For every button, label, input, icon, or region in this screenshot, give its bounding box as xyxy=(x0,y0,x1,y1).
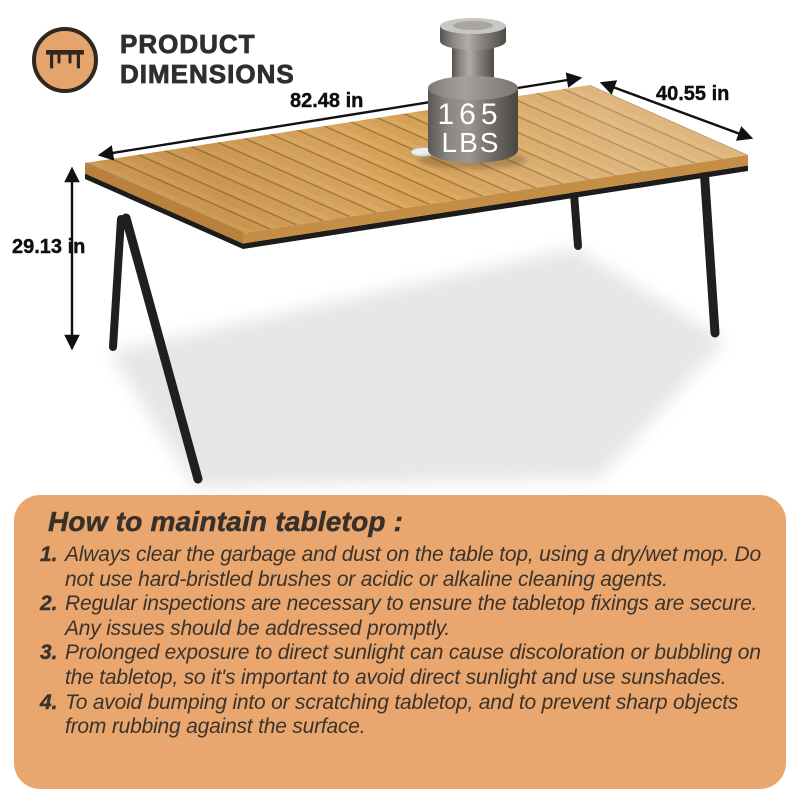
floor-shadow xyxy=(110,248,725,487)
page-title-line2: DIMENSIONS xyxy=(120,59,295,89)
list-item xyxy=(40,543,770,592)
list-item-number: 1. xyxy=(40,543,58,566)
weight-value: 165 xyxy=(437,98,503,131)
list-item-number: 4. xyxy=(40,690,58,714)
list-item-text: Always clear the garbage and dust on the table top, using a dry/wet mop. Do not use hard-bristled brushes or acidic or alkaline cleaning agents. xyxy=(65,543,761,591)
table-top xyxy=(85,85,748,249)
table-leg-rear-left xyxy=(113,219,121,347)
weight-illustration xyxy=(419,18,527,169)
maintenance-list xyxy=(34,543,770,740)
list-item-text: To avoid bumping into or scratching tabletop, and to prevent sharp objects from rubbing against the surface. xyxy=(65,690,739,739)
list-item-text: Prolonged exposure to direct sunlight can cause discoloration or bubbling on the tabletop, so it's important to avoid direct sunlight and use sunshades. xyxy=(65,641,761,689)
list-item xyxy=(40,592,770,641)
page-title-line1: PRODUCT xyxy=(120,29,256,59)
height-dimension-label: 29.13 in xyxy=(12,236,86,258)
list-item xyxy=(40,691,770,740)
list-item xyxy=(40,641,770,690)
list-item-number: 3. xyxy=(40,641,58,665)
weight-unit: LBS xyxy=(441,127,501,158)
maintenance-panel xyxy=(14,495,786,789)
maintenance-heading: How to maintain tabletop : xyxy=(48,506,404,537)
width-dimension-label: 40.55 in xyxy=(656,83,730,105)
table-leg-front-right xyxy=(704,167,715,333)
table-leg-rear-right xyxy=(574,194,578,246)
length-dimension-label: 82.48 in xyxy=(290,90,364,112)
list-item-text: Regular inspections are necessary to ensure the tabletop fixings are secure. Any issues should be addressed promptly. xyxy=(65,592,758,640)
list-item-number: 2. xyxy=(40,592,58,616)
